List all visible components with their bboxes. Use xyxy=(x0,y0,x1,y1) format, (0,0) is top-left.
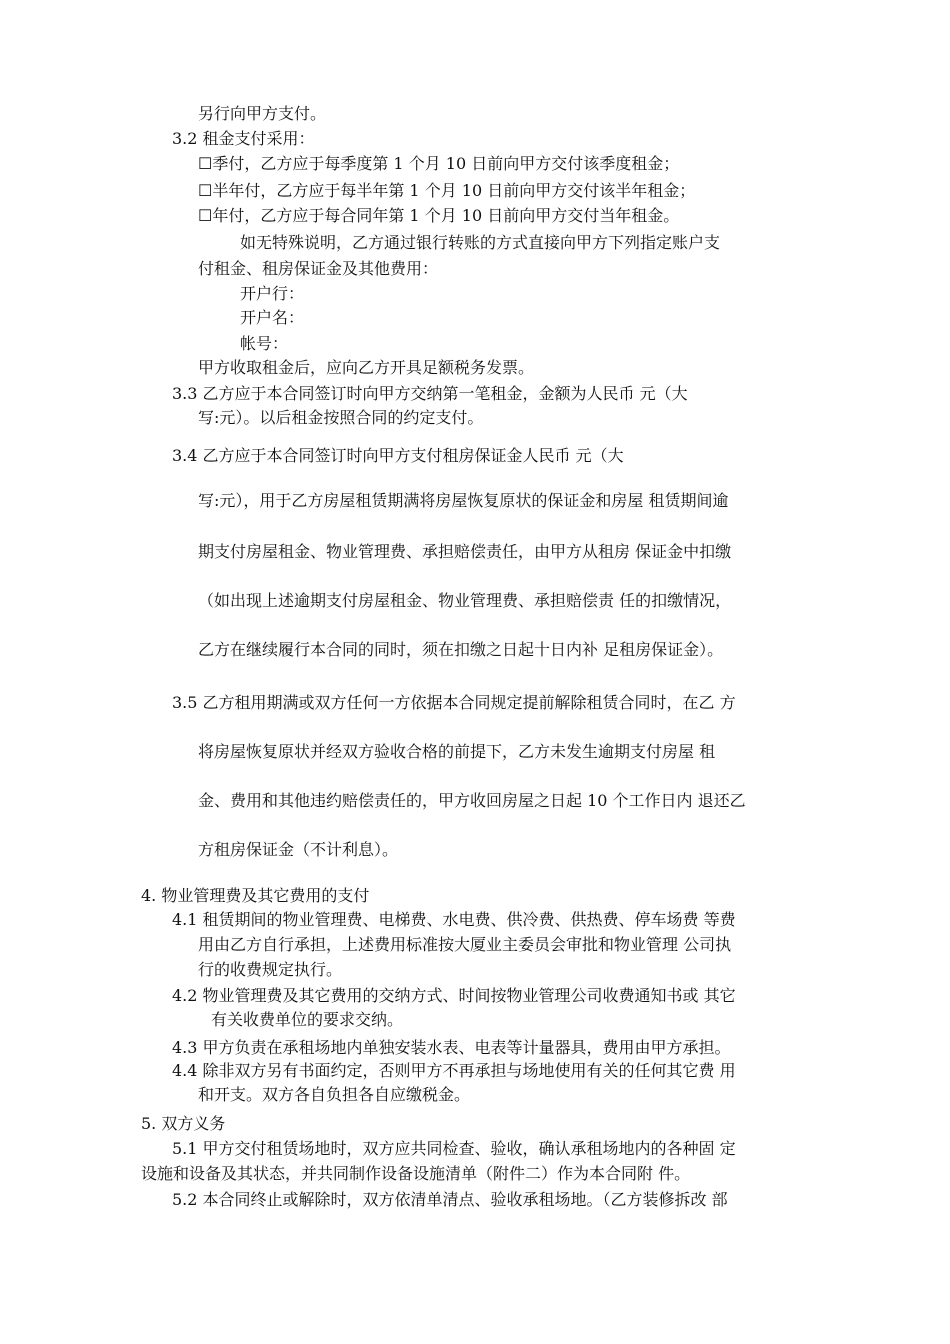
text-line: 用由乙方自行承担，上述费用标准按大厦业主委员会审批和物业管理 公司执 xyxy=(198,935,732,954)
section-4-heading: 4. 物业管理费及其它费用的支付 xyxy=(141,886,370,905)
clause-4-2: 4.2 物业管理费及其它费用的交纳方式、时间按物业管理公司收费通知书或 其它 xyxy=(172,986,736,1005)
text-line: 和开支。双方各自负担各自应缴税金。 xyxy=(198,1085,471,1104)
clause-3-4: 3.4 乙方应于本合同签订时向甲方支付租房保证金人民币 元（大 xyxy=(172,446,624,465)
text-line: 如无特殊说明，乙方通过银行转账的方式直接向甲方下列指定账户支 xyxy=(240,233,721,252)
checkbox-option-half-year: ☐半年付，乙方应于每半年第 1 个月 10 日前向甲方交付该半年租金； xyxy=(198,181,696,200)
clause-3-3: 3.3 乙方应于本合同签订时向甲方交纳第一笔租金，金额为人民币 元（大 xyxy=(172,384,688,403)
clause-3-2-heading: 3.2 租金支付采用： xyxy=(172,129,315,148)
text-line: 行的收费规定执行。 xyxy=(198,960,343,979)
clause-3-5: 3.5 乙方租用期满或双方任何一方依据本合同规定提前解除租赁合同时，在乙 方 xyxy=(172,693,736,712)
section-5-heading: 5. 双方义务 xyxy=(141,1114,226,1133)
clause-5-2: 5.2 本合同终止或解除时，双方依清单清点、验收承租场地。（乙方装修拆改 部 xyxy=(172,1190,728,1209)
text-line: 设施和设备及其状态，并共同制作设备设施清单（附件二）作为本合同附 件。 xyxy=(141,1164,691,1183)
text-line: 付租金、租房保证金及其他费用： xyxy=(198,259,439,278)
text-line: 写:元）。以后租金按照合同的约定支付。 xyxy=(198,408,484,427)
text-line: 有关收费单位的要求交纳。 xyxy=(211,1010,404,1029)
text-line: 另行向甲方支付。 xyxy=(198,104,327,123)
text-line: 期支付房屋租金、物业管理费、承担赔偿责任，由甲方从租房 保证金中扣缴 xyxy=(198,542,732,561)
clause-5-1: 5.1 甲方交付租赁场地时，双方应共同检查、验收，确认承租场地内的各种固 定 xyxy=(172,1139,736,1158)
text-line: 甲方收取租金后，应向乙方开具足额税务发票。 xyxy=(198,358,535,377)
account-name-label: 开户名： xyxy=(240,308,305,327)
checkbox-option-quarterly: ☐季付，乙方应于每季度第 1 个月 10 日前向甲方交付该季度租金； xyxy=(198,154,680,173)
checkbox-option-yearly: ☐年付，乙方应于每合同年第 1 个月 10 日前向甲方交付当年租金。 xyxy=(198,206,680,225)
clause-4-3: 4.3 甲方负责在承租场地内单独安装水表、电表等计量器具，费用由甲方承担。 xyxy=(172,1038,731,1057)
text-line: 乙方在继续履行本合同的同时，须在扣缴之日起十日内补 足租房保证金）。 xyxy=(198,640,724,659)
text-line: 写:元），用于乙方房屋租赁期满将房屋恢复原状的保证金和房屋 租赁期间逾 xyxy=(198,491,729,510)
text-line: 方租房保证金（不计利息）。 xyxy=(198,840,399,859)
text-line: 金、费用和其他违约赔偿责任的，甲方收回房屋之日起 10 个工作日内 退还乙 xyxy=(198,791,746,810)
text-line: （如出现上述逾期支付房屋租金、物业管理费、承担赔偿责 任的扣缴情况， xyxy=(198,591,732,610)
account-number-label: 帐号： xyxy=(240,334,289,353)
clause-4-1: 4.1 租赁期间的物业管理费、电梯费、水电费、供冷费、供热费、停车场费 等费 xyxy=(172,910,736,929)
text-line: 将房屋恢复原状并经双方验收合格的前提下，乙方未发生逾期支付房屋 租 xyxy=(198,742,716,761)
bank-name-label: 开户行： xyxy=(240,284,305,303)
clause-4-4: 4.4 除非双方另有书面约定，否则甲方不再承担与场地使用有关的任何其它费 用 xyxy=(172,1061,736,1080)
